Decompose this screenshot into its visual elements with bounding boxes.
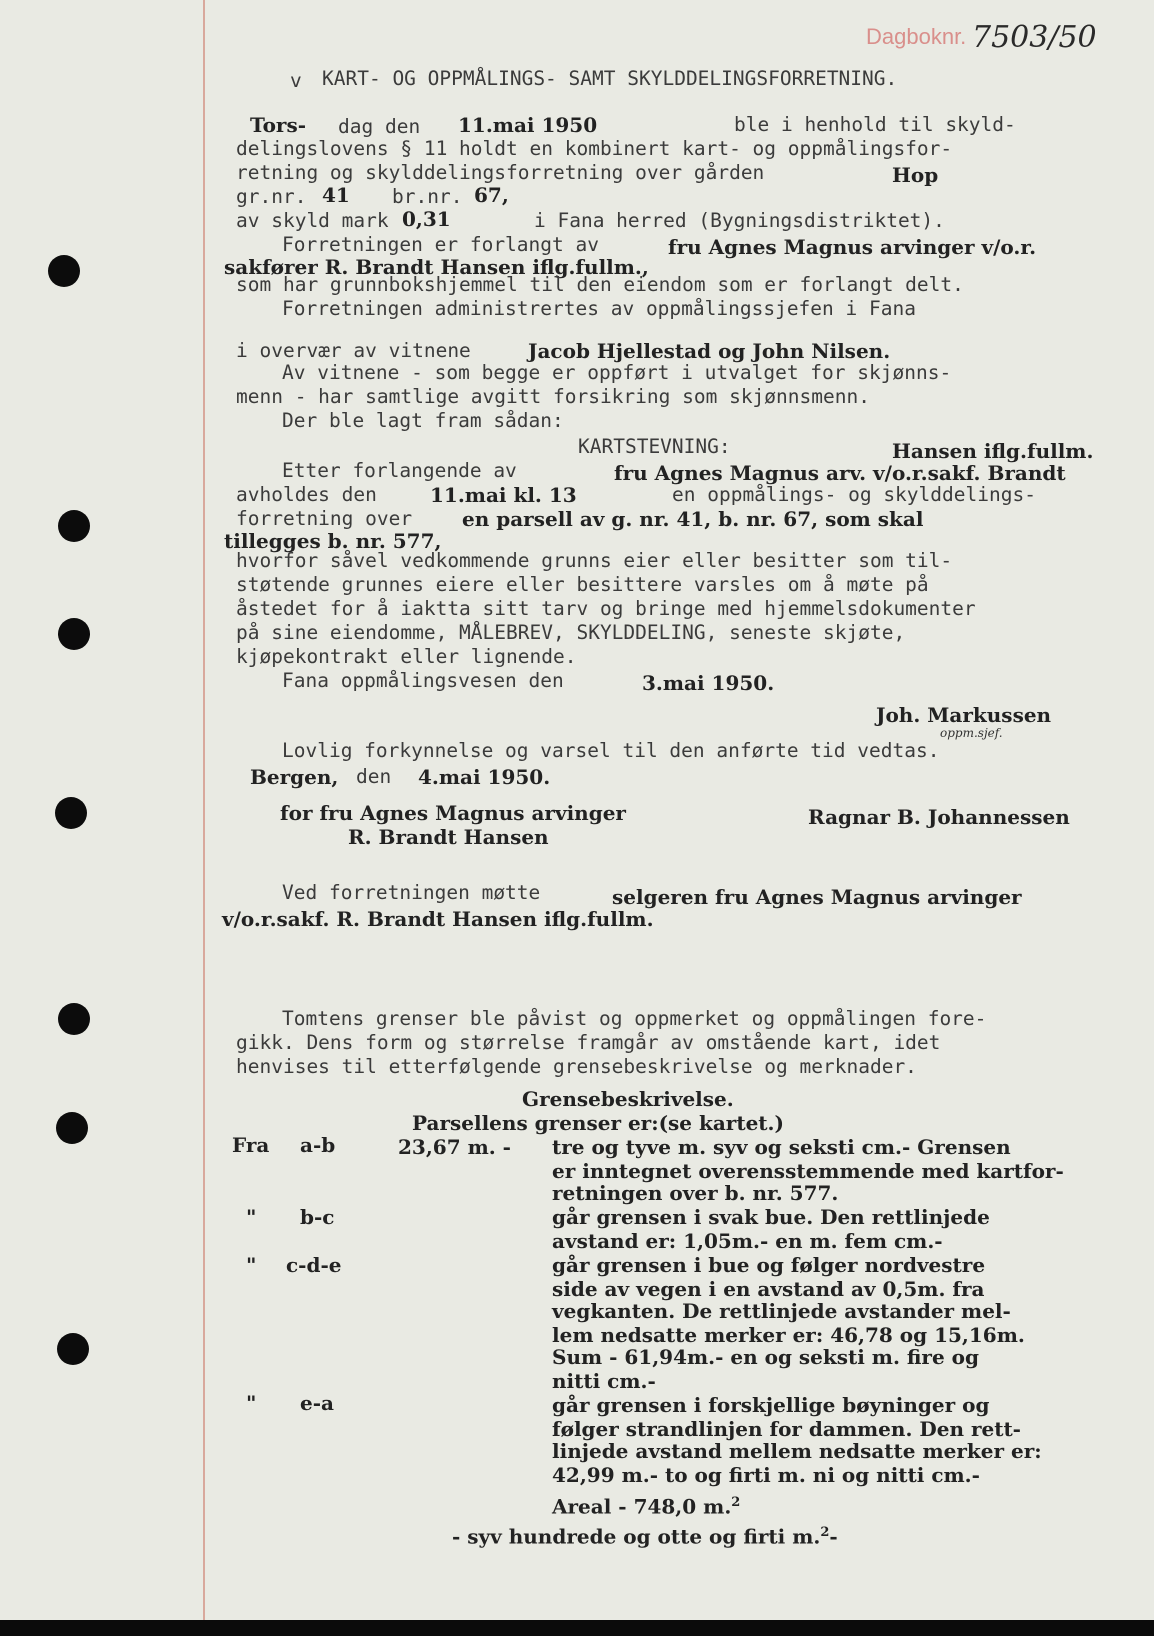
kart-bold: Hansen iflg.fullm. bbox=[892, 439, 1094, 463]
kart-bold: tillegges b. nr. 577, bbox=[224, 529, 442, 553]
tomt-text: Tomtens grenser ble påvist og oppmerket og oppmålingen fore- bbox=[282, 1007, 987, 1030]
intro-text: Av vitnene - som begge er oppført i utvalget for skjønns- bbox=[282, 361, 952, 384]
heading-mark: v bbox=[290, 69, 302, 92]
signature: Joh. Markussen bbox=[876, 703, 1052, 727]
moette-bold: selgeren fru Agnes Magnus arvinger bbox=[612, 885, 1022, 909]
day-filled: Tors- bbox=[250, 113, 307, 137]
kart-text: forretning over bbox=[236, 507, 413, 530]
grense-line: er inntegnet overensstemmende med kartfor- bbox=[552, 1159, 1064, 1183]
grense-line: går grensen i bue og følger nordvestre bbox=[552, 1253, 986, 1277]
grense-line: går grensen i svak bue. Den rettlinjede bbox=[552, 1205, 990, 1229]
grense-line: avstand er: 1,05m.- en m. fem cm.- bbox=[552, 1229, 943, 1253]
intro-text: dag den bbox=[338, 115, 421, 138]
herred-text: i Fana herred (Bygningsdistriktet). bbox=[534, 209, 945, 232]
kartstevning-title: KARTSTEVNING: bbox=[578, 435, 731, 458]
journal-stamp-label: Dagboknr. bbox=[866, 24, 967, 49]
tomt-text: gikk. Dens form og størrelse framgår av omstående kart, idet bbox=[236, 1031, 941, 1054]
intro-text: ble i henhold til skyld- bbox=[734, 113, 1016, 136]
br-label: br.nr. bbox=[392, 185, 463, 208]
kart-text: avholdes den bbox=[236, 483, 377, 506]
kart-bold: Bergen, bbox=[250, 765, 339, 789]
signature-title: oppm.sjef. bbox=[940, 726, 1003, 740]
intro-text: Forretningen er forlangt av bbox=[282, 233, 599, 256]
kart-text: åstedet for å iaktta sitt tarv og bringe med hjemmelsdokumenter bbox=[236, 597, 976, 620]
grense-line: tre og tyve m. syv og seksti cm.- Grensen bbox=[552, 1135, 1011, 1159]
kart-text: Fana oppmålingsvesen den bbox=[282, 669, 564, 692]
ditto-mark: " bbox=[246, 1391, 257, 1415]
kart-text: kjøpekontrakt eller lignende. bbox=[236, 645, 577, 668]
journal-number: 7503/50 bbox=[972, 20, 1097, 55]
punch-hole bbox=[58, 510, 90, 542]
intro-text: i overvær av vitnene bbox=[236, 339, 471, 362]
intro-text: retning og skylddelingsforretning over gården bbox=[236, 161, 765, 184]
grense-line: vegkanten. De rettlinjede avstander mel- bbox=[552, 1299, 1011, 1323]
grense-label: a-b bbox=[300, 1133, 336, 1157]
areal bbox=[552, 1492, 740, 1518]
punch-hole bbox=[58, 1003, 90, 1035]
grense-line: linjede avstand mellem nedsatte merker er: bbox=[552, 1439, 1042, 1463]
kart-date: 4.mai 1950. bbox=[418, 765, 551, 789]
kart-text: støtende grunnes eiere eller besittere varsles om å møte på bbox=[236, 573, 929, 596]
punch-hole bbox=[57, 1333, 89, 1365]
grense-label: e-a bbox=[300, 1391, 334, 1415]
document-title: KART- OG OPPMÅLINGS- SAMT SKYLDDELINGSFORRETNING. bbox=[322, 67, 898, 90]
kart-text: Lovlig forkynnelse og varsel til den anførte tid vedtas. bbox=[282, 739, 940, 762]
areal-words-text: - syv hundrede og otte og firti m. bbox=[452, 1524, 821, 1549]
punch-hole bbox=[58, 618, 90, 650]
grense-title: Grensebeskrivelse. bbox=[522, 1087, 734, 1111]
farm-name: Hop bbox=[892, 163, 939, 187]
areal-text: Areal - 748,0 m. bbox=[552, 1494, 732, 1519]
kart-text: på sine eiendomme, MÅLEBREV, SKYLDDELING, seneste skjøte, bbox=[236, 621, 906, 644]
kart-text: en oppmålings- og skylddelings- bbox=[672, 483, 1036, 506]
kart-date: 3.mai 1950. bbox=[642, 671, 775, 695]
grense-label: c-d-e bbox=[286, 1253, 342, 1277]
requester: sakfører R. Brandt Hansen iflg.fullm., bbox=[224, 255, 649, 279]
gr-label: gr.nr. bbox=[236, 185, 307, 208]
grense-line: lem nedsatte merker er: 46,78 og 15,16m. bbox=[552, 1323, 1025, 1347]
gr-value: 41 bbox=[322, 183, 350, 207]
punch-hole bbox=[56, 1112, 88, 1144]
date-filled: 11.mai 1950 bbox=[458, 113, 598, 137]
areal-sup: 2 bbox=[731, 1495, 741, 1510]
kart-date: 11.mai kl. 13 bbox=[430, 483, 577, 507]
punch-hole bbox=[48, 255, 80, 287]
kart-bold: en parsell av g. nr. 41, b. nr. 67, som skal bbox=[462, 507, 924, 531]
intro-text: delingslovens § 11 holdt en kombinert kart- og oppmålingsfor- bbox=[236, 137, 953, 160]
punch-hole bbox=[55, 797, 87, 829]
grense-label: Fra bbox=[232, 1133, 270, 1157]
br-value: 67, bbox=[474, 183, 509, 207]
grense-label: b-c bbox=[300, 1205, 335, 1229]
grense-line: går grensen i forskjellige bøyninger og bbox=[552, 1393, 990, 1417]
skyld-value: 0,31 bbox=[402, 207, 451, 231]
witnesses: Jacob Hjellestad og John Nilsen. bbox=[528, 339, 891, 363]
grense-length: 23,67 m. - bbox=[398, 1135, 511, 1159]
areal-words bbox=[452, 1522, 838, 1548]
ditto-mark: " bbox=[246, 1253, 257, 1277]
grense-line: følger strandlinjen for dammen. Den rett- bbox=[552, 1417, 1021, 1441]
kart-text: den bbox=[356, 765, 392, 788]
moette-text: Ved forretningen møtte bbox=[282, 881, 541, 904]
kart-bold: fru Agnes Magnus arv. v/o.r.sakf. Brandt bbox=[614, 461, 1066, 485]
grense-subtitle: Parsellens grenser er:(se kartet.) bbox=[412, 1111, 784, 1135]
intro-text: Forretningen administrertes av oppmålingssjefen i Fana bbox=[282, 297, 916, 320]
signature: Ragnar B. Johannessen bbox=[808, 805, 1070, 829]
kart-bold: R. Brandt Hansen bbox=[348, 825, 549, 849]
moette-bold: v/o.r.sakf. R. Brandt Hansen iflg.fullm. bbox=[222, 907, 654, 931]
intro-text: som har grunnbokshjemmel til den eiendom som er forlangt delt. bbox=[236, 273, 964, 296]
areal-words-end: - bbox=[829, 1524, 838, 1549]
ditto-mark: " bbox=[246, 1205, 257, 1229]
skyld-label: av skyld mark bbox=[236, 209, 389, 232]
intro-text: Der ble lagt fram sådan: bbox=[282, 409, 564, 432]
grense-line: side av vegen i en avstand av 0,5m. fra bbox=[552, 1277, 985, 1301]
kart-bold: for fru Agnes Magnus arvinger bbox=[280, 801, 626, 825]
grense-line: 42,99 m.- to og firti m. ni og nitti cm.- bbox=[552, 1463, 980, 1487]
kart-text: Etter forlangende av bbox=[282, 459, 517, 482]
areal-words-sup: 2 bbox=[820, 1525, 830, 1540]
requester: fru Agnes Magnus arvinger v/o.r. bbox=[668, 235, 1037, 259]
grense-line: retningen over b. nr. 577. bbox=[552, 1181, 839, 1205]
grense-line: Sum - 61,94m.- en og seksti m. fire og bbox=[552, 1345, 979, 1369]
grense-line: nitti cm.- bbox=[552, 1369, 656, 1393]
margin-line bbox=[203, 0, 205, 1620]
tomt-text: henvises til etterfølgende grensebeskrivelse og merknader. bbox=[236, 1055, 917, 1078]
intro-text: menn - har samtlige avgitt forsikring som skjønnsmenn. bbox=[236, 385, 870, 408]
kart-text: hvorfor såvel vedkommende grunns eier eller besitter som til- bbox=[236, 549, 953, 572]
